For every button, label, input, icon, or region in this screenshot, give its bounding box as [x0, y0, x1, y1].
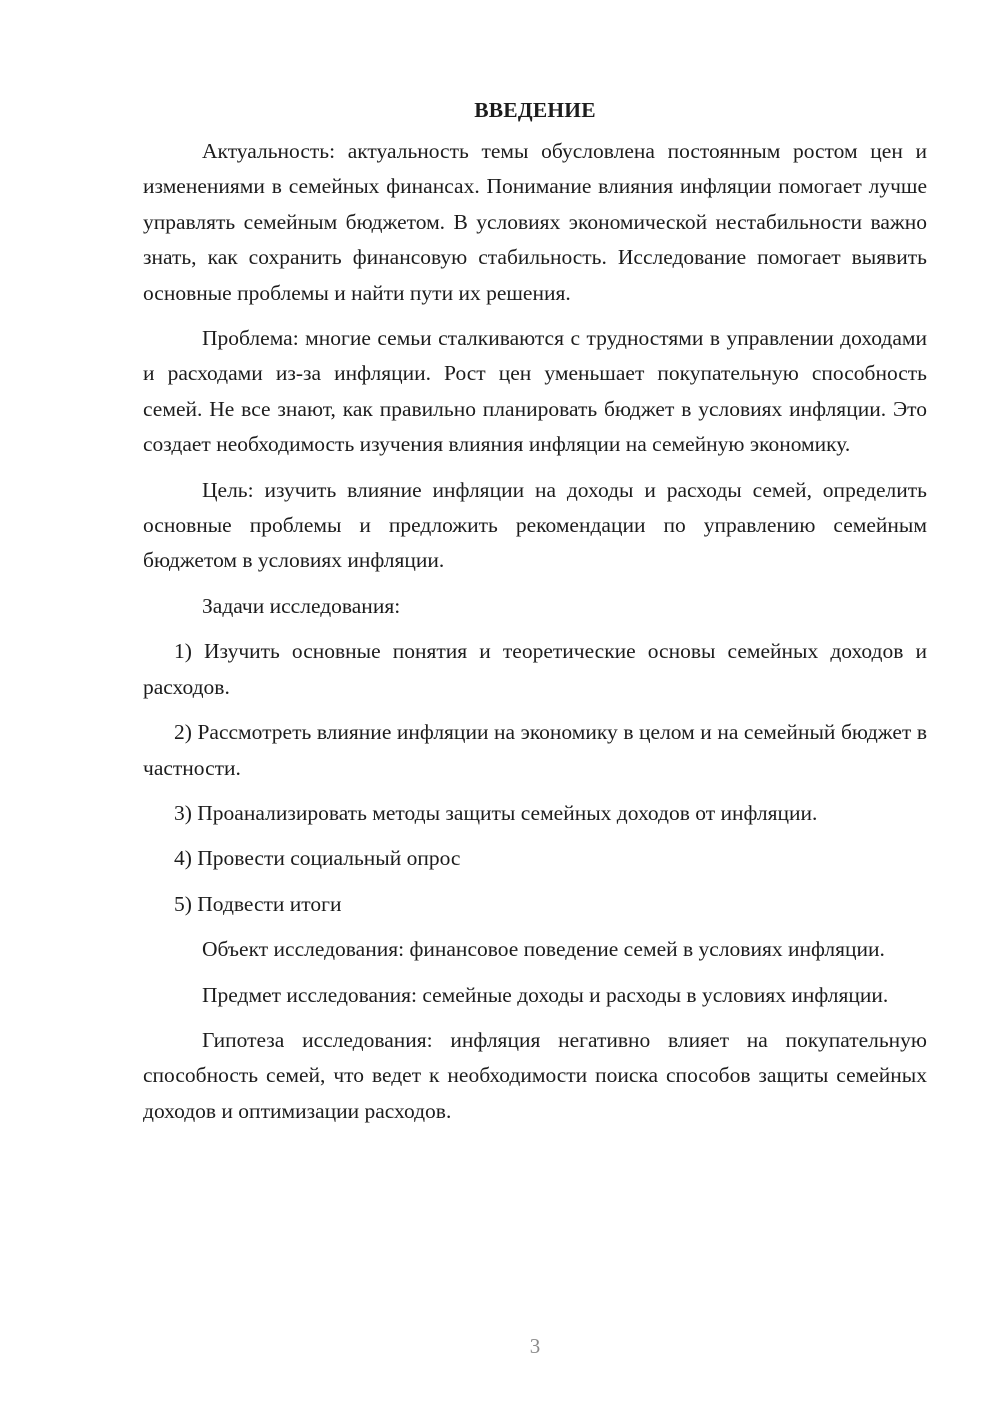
relevance-paragraph: Актуальность: актуальность темы обусловлена постоянным ростом цен и изменениями в семейных финансах. Понимание влияния инфляции помогает лучше управлять семейным бюджетом. В условиях экономической нестабильности важно знать, как сохранить финансовую стабильность. Исследование помогает выявить основные проблемы и найти пути их решения. [143, 139, 927, 305]
page-number: 3 [529, 1334, 541, 1358]
section-title: ВВЕДЕНИЕ [474, 98, 596, 122]
tasks-heading: Задачи исследования: [202, 593, 401, 618]
task-item-1: 1) Изучить основные понятия и теоретические основы семейных доходов и расходов. [143, 639, 927, 699]
task-item-3: 3) Проанализировать методы защиты семейных доходов от инфляции. [174, 800, 818, 825]
page-body [143, 93, 927, 1139]
problem-paragraph: Проблема: многие семьи сталкиваются с трудностями в управлении доходами и расходами из-за инфляции. Рост цен уменьшает покупательную способность семей. Не все знают, как правильно планировать бюджет в условиях инфляции. Это создает необходимость изучения влияния инфляции на семейную экономику. [143, 326, 927, 457]
subject-paragraph: Предмет исследования: семейные доходы и расходы в условиях инфляции. [202, 982, 889, 1007]
task-item-5: 5) Подвести итоги [174, 891, 342, 916]
task-item-2: 2) Рассмотреть влияние инфляции на экономику в целом и на семейный бюджет в частности. [143, 720, 927, 780]
object-paragraph: Объект исследования: финансовое поведение семей в условиях инфляции. [202, 937, 885, 962]
hypothesis-paragraph: Гипотеза исследования: инфляция негативно влияет на покупательную способность семей, что ведет к необходимости поиска способов защиты семейных доходов и оптимизации расходов. [143, 1027, 927, 1123]
task-item-4: 4) Провести социальный опрос [174, 846, 461, 871]
goal-paragraph: Цель: изучить влияние инфляции на доходы и расходы семей, определить основные проблемы и предложить рекомендации по управлению семейным бюджетом в условиях инфляции. [143, 477, 927, 573]
